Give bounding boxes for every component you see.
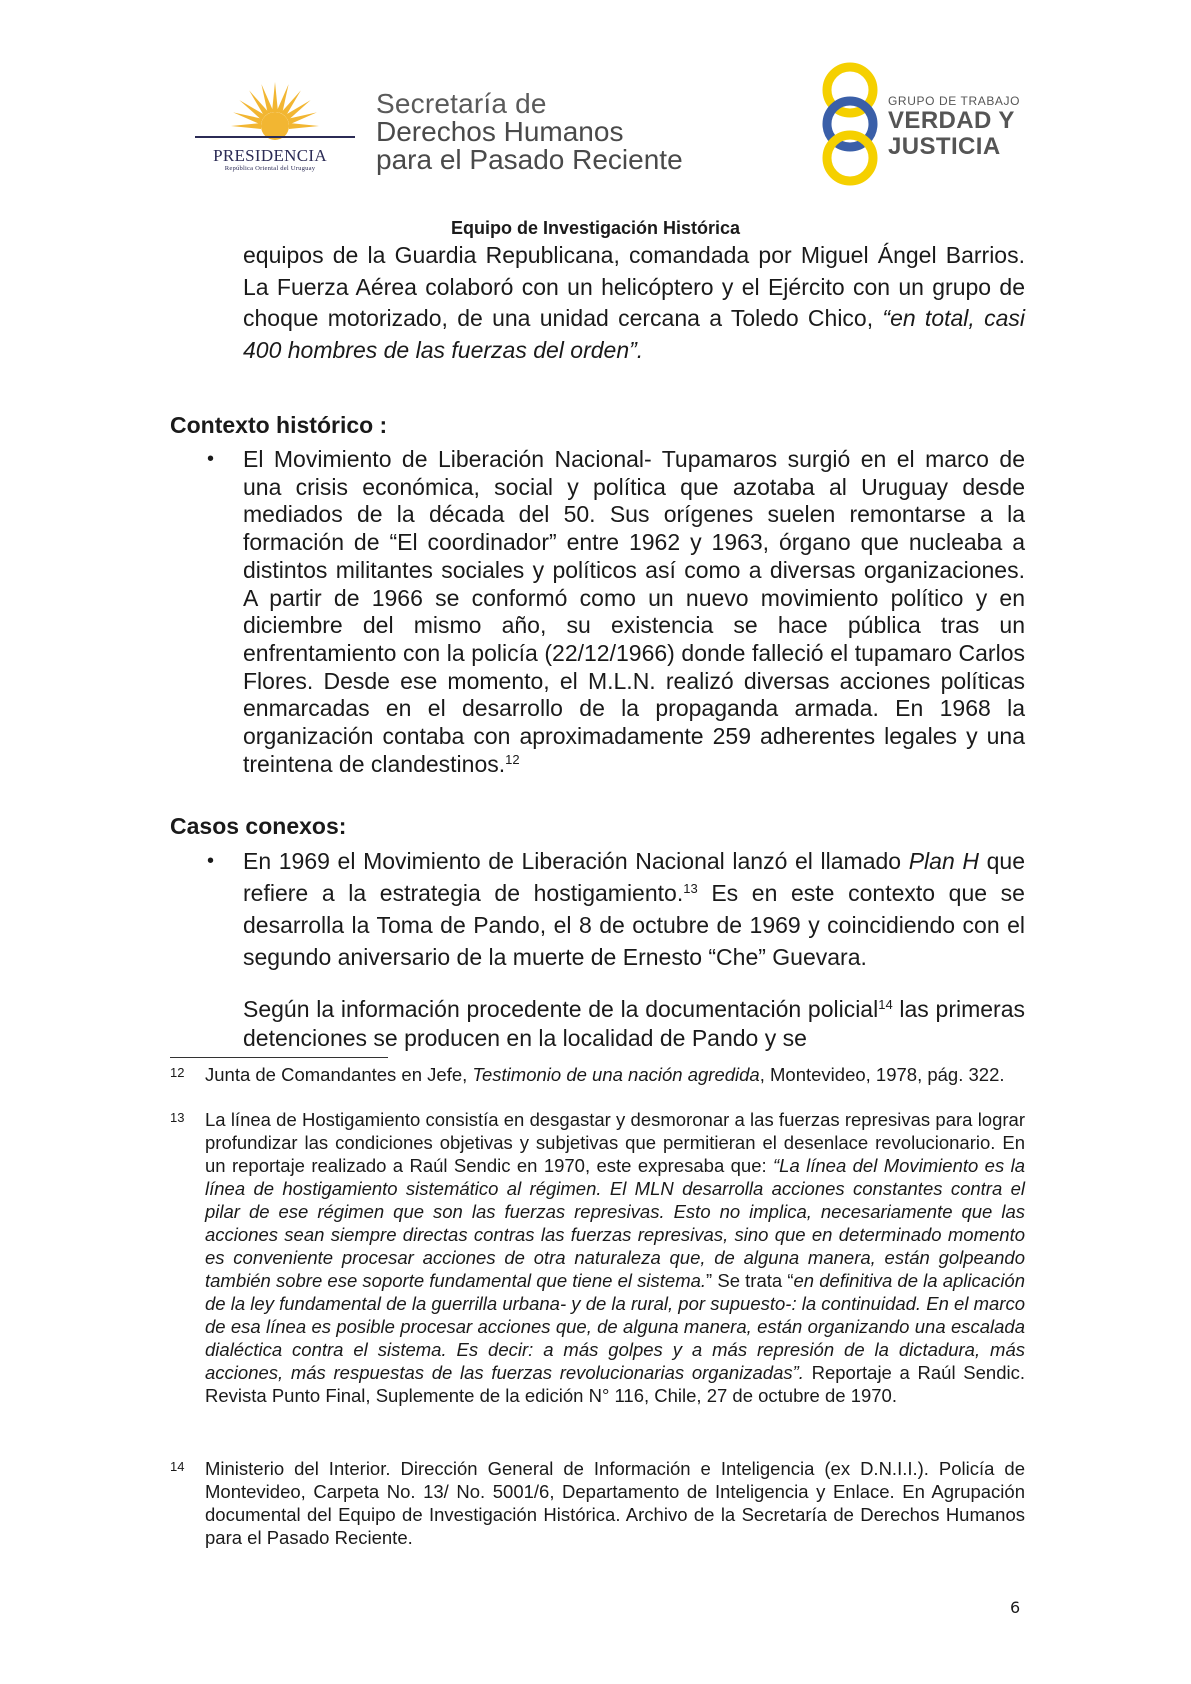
footnote-13-text-a: La línea de Hostigamiento consistía en desgastar y desmoronar a las fuerzas represivas para lograr profundizar las condiciones objetivas y subjetivas que permitieran el desenlace revolucionario. En un reportaje realizado a Raúl Sendic en 1970, este expresaba que: (205, 1109, 1025, 1176)
footnote-divider (170, 1057, 388, 1058)
presidencia-label: PRESIDENCIA (213, 146, 327, 165)
casos-paragraph-2 (243, 995, 1025, 1052)
contexto-paragraph (243, 446, 1025, 778)
gtvj-line1: VERDAD Y (888, 107, 1015, 134)
gtvj-rings-logo (810, 62, 890, 187)
footnote-ref-14[interactable]: 14 (878, 997, 893, 1012)
casos-text-2: que refiere a la estrategia de hostigamiento. (243, 848, 1025, 906)
casos-paragraph (243, 845, 1025, 973)
secretaria-line1: Secretaría de (376, 88, 547, 119)
presidencia-sublabel: República Oriental del Uruguay (224, 165, 316, 172)
footnote-14-text: Ministerio del Interior. Dirección General de Información e Inteligencia (ex D.N.I.I.). Policía de Montevideo, Carpeta No. 13/ No. 5001/6, Departamento de Inteligencia y Enlace. En Agrupación documental del Equipo de Investigación Histórica. Archivo de la Secretaría de Derechos Humanos para el Pasado Reciente. (205, 1458, 1025, 1548)
footnote-13-text-c: ” Se trata “ (706, 1270, 794, 1291)
footnote-ref-12[interactable]: 12 (505, 751, 520, 767)
page-number: 6 (1010, 1598, 1021, 1617)
footnote-14 (205, 1457, 1025, 1549)
plan-h: Plan H (908, 848, 979, 874)
footnote-12 (205, 1063, 1025, 1086)
footnote-12-text-a: Junta de Comandantes en Jefe, (205, 1064, 473, 1085)
secretaria-title (376, 90, 683, 174)
footnote-13-quote-1: “La línea del Movimiento es la línea de hostigamiento sistemático al régimen. El MLN desarrolla acciones constantes contra el pilar de ese régimen que son las fuerzas represivas. Esto no implica, necesariamente que las acciones sean siempre directas contras las fuerzas represivas, sino que en determinado momento es conveniente procesar acciones de otra naturaleza que, de alguna manera, están golpeando también sobre ese soporte fundamental que tiene el sistema. (205, 1155, 1025, 1291)
contexto-bullet: • (207, 448, 215, 470)
secretaria-line3: para el Pasado Reciente (376, 144, 683, 175)
intro-quote: “en total, casi 400 hombres de las fuerzas del orden”. (243, 305, 1025, 363)
casos-text-4: Según la información procedente de la documentación policial (243, 996, 879, 1022)
casos-text-3: Es en este contexto que se desarrolla la Toma de Pando, el 8 de octubre de 1969 y coincidiendo con el segundo aniversario de la muerte de Ernesto “Che” Guevara. (243, 880, 1025, 970)
gtvj-text (888, 94, 1020, 160)
gtvj-small-label: GRUPO DE TRABAJO (888, 94, 1021, 108)
footnote-number-14: 14 (170, 1459, 185, 1474)
sun-icon (195, 78, 355, 148)
casos-heading: Casos conexos: (170, 813, 347, 839)
contexto-heading: Contexto histórico : (170, 412, 388, 438)
footnote-13-quote-2: en definitiva de la aplicación de la ley fundamental de la guerrilla urbana- y de la rural, por supuesto-: la continuidad. En el marco de esa línea es posible procesar acciones que, de alguna manera, están organizando una escalada dialéctica contra el sistema. Es decir: a más golpes y a más represión de la dictadura, más acciones, más respuestas de las fuerzas revolucionarias organizadas”. (205, 1270, 1026, 1383)
page-subtitle: Equipo de Investigación Histórica (450, 218, 741, 238)
casos-text-5: las primeras detenciones se producen en la localidad de Pando y se (243, 996, 1025, 1051)
footnote-number-12: 12 (170, 1065, 185, 1080)
footnote-13 (205, 1108, 1025, 1407)
contexto-text: El Movimiento de Liberación Nacional- Tupamaros surgió en el marco de una crisis económica, social y política que azotaba al Uruguay desde mediados de la década del 50. Sus orígenes suelen remontarse a la formación de “El coordinador” entre 1962 y 1963, órgano que nucleaba a distintos militantes sociales y políticos así como a diversas organizaciones. A partir de 1966 se conformó como un nuevo movimiento político y en diciembre del mismo año, su existencia se hace pública tras un enfrentamiento con la policía (22/12/1966) donde falleció el tupamaro Carlos Flores. Desde ese momento, el M.L.N. realizó diversas acciones políticas enmarcadas en el desarrollo de la propaganda armada. En 1968 la organización contaba con aproximadamente 259 adherentes legales y una treintena de clandestinos. (243, 446, 1025, 777)
footnote-13-text-e: Reportaje a Raúl Sendic. Revista Punto Final, Suplemente de la edición N° 116, Chile, 27 de octubre de 1970. (205, 1362, 1025, 1406)
footnote-12-text-c: , Montevideo, 1978, pág. 322. (759, 1064, 1005, 1085)
footnote-ref-13[interactable]: 13 (683, 881, 698, 896)
footnote-number-13: 13 (170, 1110, 185, 1125)
footnote-12-title: Testimonio de una nación agredida (472, 1064, 760, 1085)
gtvj-line2: JUSTICIA (888, 133, 1001, 160)
secretaria-line2: Derechos Humanos (376, 116, 624, 147)
intro-paragraph (243, 240, 1025, 366)
casos-text-1: En 1969 el Movimiento de Liberación Nacional lanzó el llamado (243, 848, 909, 874)
intro-text: equipos de la Guardia Republicana, comandada por Miguel Ángel Barrios. La Fuerza Aérea colaboró con un helicóptero y el Ejército con un grupo de choque motorizado, de una unidad cercana a Toledo Chico, (243, 242, 1025, 331)
casos-bullet: • (207, 850, 215, 872)
